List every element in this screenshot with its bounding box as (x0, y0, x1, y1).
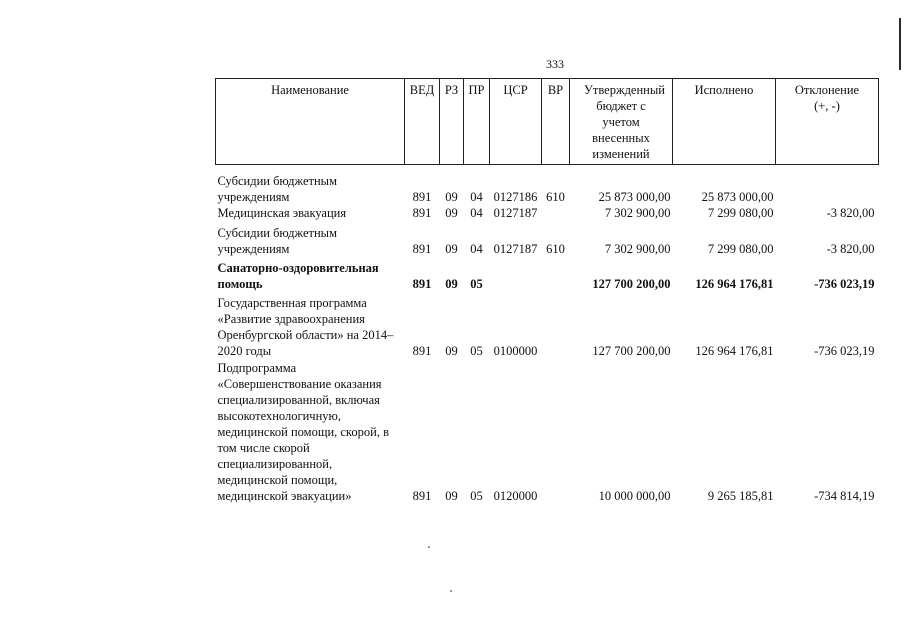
row-rz: 09 (445, 206, 458, 220)
row-name: Субсидии бюджетным учреждениям (217, 174, 337, 204)
row-executed: 7 299 080,00 (707, 206, 774, 220)
header-pr: ПР (464, 79, 490, 165)
row-name: Медицинская эвакуация (217, 206, 347, 220)
row-deviation: -734 814,19 (814, 489, 875, 503)
row-approved: 25 873 000,00 (598, 190, 671, 204)
row-ved: 891 (412, 489, 432, 503)
row-executed: 126 964 176,81 (695, 344, 774, 358)
row-ved: 891 (412, 190, 432, 204)
row-name: Субсидии бюджетным учреждениям (217, 226, 337, 256)
row-pr: 05 (470, 277, 483, 291)
scan-edge-mark (899, 18, 901, 70)
row-vr (542, 359, 570, 504)
row-csr: 0120000 (493, 489, 538, 503)
table-row (216, 165, 879, 206)
row-pr: 04 (470, 190, 483, 204)
row-rz: 09 (445, 489, 458, 503)
row-csr: 0127187 (493, 206, 538, 220)
budget-table (215, 78, 879, 504)
table-body (216, 165, 879, 505)
row-deviation: -3 820,00 (826, 206, 875, 220)
row-approved: 127 700 200,00 (592, 277, 671, 291)
row-ved: 891 (412, 242, 432, 256)
row-csr (490, 257, 542, 292)
row-approved: 7 302 900,00 (604, 242, 671, 256)
row-executed: 126 964 176,81 (695, 277, 774, 291)
row-vr (542, 205, 570, 221)
row-vr (542, 292, 570, 359)
table-header (216, 79, 879, 165)
row-csr: 0127187 (493, 242, 538, 256)
row-ved: 891 (412, 206, 432, 220)
row-ved: 891 (412, 344, 432, 358)
header-ved: ВЕД (405, 79, 440, 165)
row-deviation (776, 165, 879, 206)
row-executed: 9 265 185,81 (707, 489, 774, 503)
row-pr: 05 (470, 344, 483, 358)
row-rz: 09 (445, 242, 458, 256)
header-executed: Исполнено (673, 79, 776, 165)
row-vr (542, 257, 570, 292)
row-pr: 04 (470, 206, 483, 220)
table-row (216, 205, 879, 221)
header-name: Наименование (216, 79, 405, 165)
row-rz: 09 (445, 344, 458, 358)
row-executed: 7 299 080,00 (707, 242, 774, 256)
row-name: Подпрограмма «Совершенствование оказания специализированной, включая высокотехнологичную, медицинской помощи, скорой, в том числе скорой специализированной, медицинской помощи, медицинской эвакуации» (217, 361, 389, 503)
row-rz: 09 (445, 190, 458, 204)
row-approved: 7 302 900,00 (604, 206, 671, 220)
row-csr: 0100000 (493, 344, 538, 358)
header-row (216, 79, 879, 165)
row-ved: 891 (412, 277, 432, 291)
row-deviation: -736 023,19 (814, 344, 875, 358)
row-approved: 127 700 200,00 (592, 344, 671, 358)
row-approved: 10 000 000,00 (598, 489, 671, 503)
scan-speck (450, 590, 452, 592)
table-row (216, 292, 879, 359)
header-deviation: Отклонение (+, -) (776, 79, 879, 165)
scan-speck (428, 546, 430, 548)
row-deviation: -736 023,19 (814, 277, 875, 291)
row-name: Санаторно-оздоровительная помощь (217, 261, 379, 291)
row-rz: 09 (445, 277, 458, 291)
row-vr: 610 (546, 190, 565, 204)
page-number: 333 (546, 57, 564, 71)
row-deviation: -3 820,00 (826, 242, 875, 256)
row-csr: 0127186 (493, 190, 538, 204)
table-row (216, 221, 879, 257)
row-name: Государственная программа «Развитие здравоохранения Оренбургской области» на 2014–2020 годы (217, 296, 394, 358)
table-row (216, 359, 879, 504)
row-vr: 610 (546, 242, 565, 256)
header-rz: РЗ (440, 79, 464, 165)
row-pr: 04 (470, 242, 483, 256)
row-executed: 25 873 000,00 (701, 190, 774, 204)
header-vr: ВР (542, 79, 570, 165)
table-row (216, 257, 879, 292)
header-approved: Утвержденный бюджет с учетом внесенных изменений (570, 79, 673, 165)
header-csr: ЦСР (490, 79, 542, 165)
row-pr: 05 (470, 489, 483, 503)
